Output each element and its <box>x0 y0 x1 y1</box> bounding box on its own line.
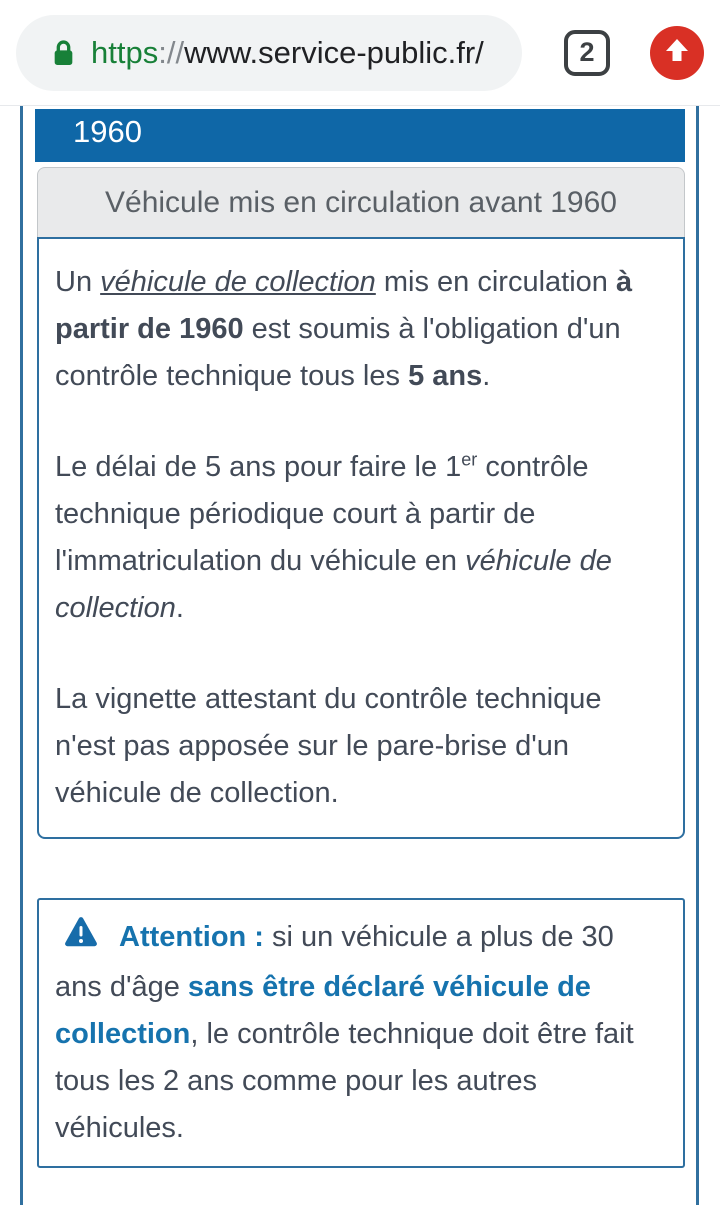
inactive-tab-label: Véhicule mis en circulation avant 1960 <box>105 185 617 219</box>
text-run: si un véhicule a plus de 30 ans d'âge <box>55 921 614 1003</box>
page-right-border <box>696 106 699 1205</box>
tab-switcher-button[interactable] <box>564 30 610 76</box>
page-content <box>0 106 720 1205</box>
term-link-vehicule-de-collection[interactable]: véhicule de collection <box>100 266 376 298</box>
tab-section <box>35 109 685 1168</box>
url-bar[interactable] <box>16 15 522 91</box>
text-run: . <box>175 592 184 624</box>
url-text <box>91 35 484 71</box>
bold-run: 5 ans <box>408 360 483 392</box>
superscript-er: er <box>461 449 478 470</box>
paragraph-vignette: La vignette attestant du contrôle technique n'est pas apposée sur le pare-brise d'un véhicule de collection. <box>55 683 602 809</box>
tab-panel-content <box>37 237 685 839</box>
text-run: mis en circulation <box>375 266 616 298</box>
url-separator: :// <box>158 34 185 70</box>
text-run: contrôle technique périodique court à partir de l'immatriculation du véhicule en <box>55 451 589 577</box>
bold-run: à partir de 1960 <box>55 266 633 345</box>
paragraph-obligation <box>55 259 667 400</box>
text-run: Un <box>55 266 101 298</box>
browser-toolbar <box>0 0 720 106</box>
active-tab-label: 1960 <box>73 114 142 149</box>
warning-bold-run: sans être déclaré véhicule de collection <box>55 971 591 1050</box>
text-run: est soumis à l'obligation d'un contrôle technique tous les <box>55 313 621 392</box>
lock-icon <box>50 38 77 68</box>
page-left-border <box>20 106 23 1205</box>
tab-vehicle-after-1960[interactable] <box>35 109 685 162</box>
arrow-up-update-icon <box>662 35 692 70</box>
warning-triangle-icon <box>63 915 99 964</box>
text-run: . <box>482 360 491 392</box>
italic-run: véhicule de collection <box>55 545 612 624</box>
paragraph-delai <box>55 444 667 632</box>
warning-label: Attention : <box>119 921 264 953</box>
warning-box <box>37 898 685 1168</box>
warning-text <box>55 914 667 1152</box>
url-host: www.service-public.fr/ <box>184 34 484 70</box>
text-run: , le contrôle technique doit être fait tous les 2 ans comme pour les autres véhicules. <box>55 1018 634 1144</box>
tab-count: 2 <box>579 37 595 67</box>
tab-vehicle-before-1960[interactable] <box>37 167 685 237</box>
browser-update-button[interactable] <box>650 26 704 80</box>
url-scheme: https <box>91 34 159 70</box>
text-run: Le délai de 5 ans pour faire le 1 <box>55 451 462 483</box>
